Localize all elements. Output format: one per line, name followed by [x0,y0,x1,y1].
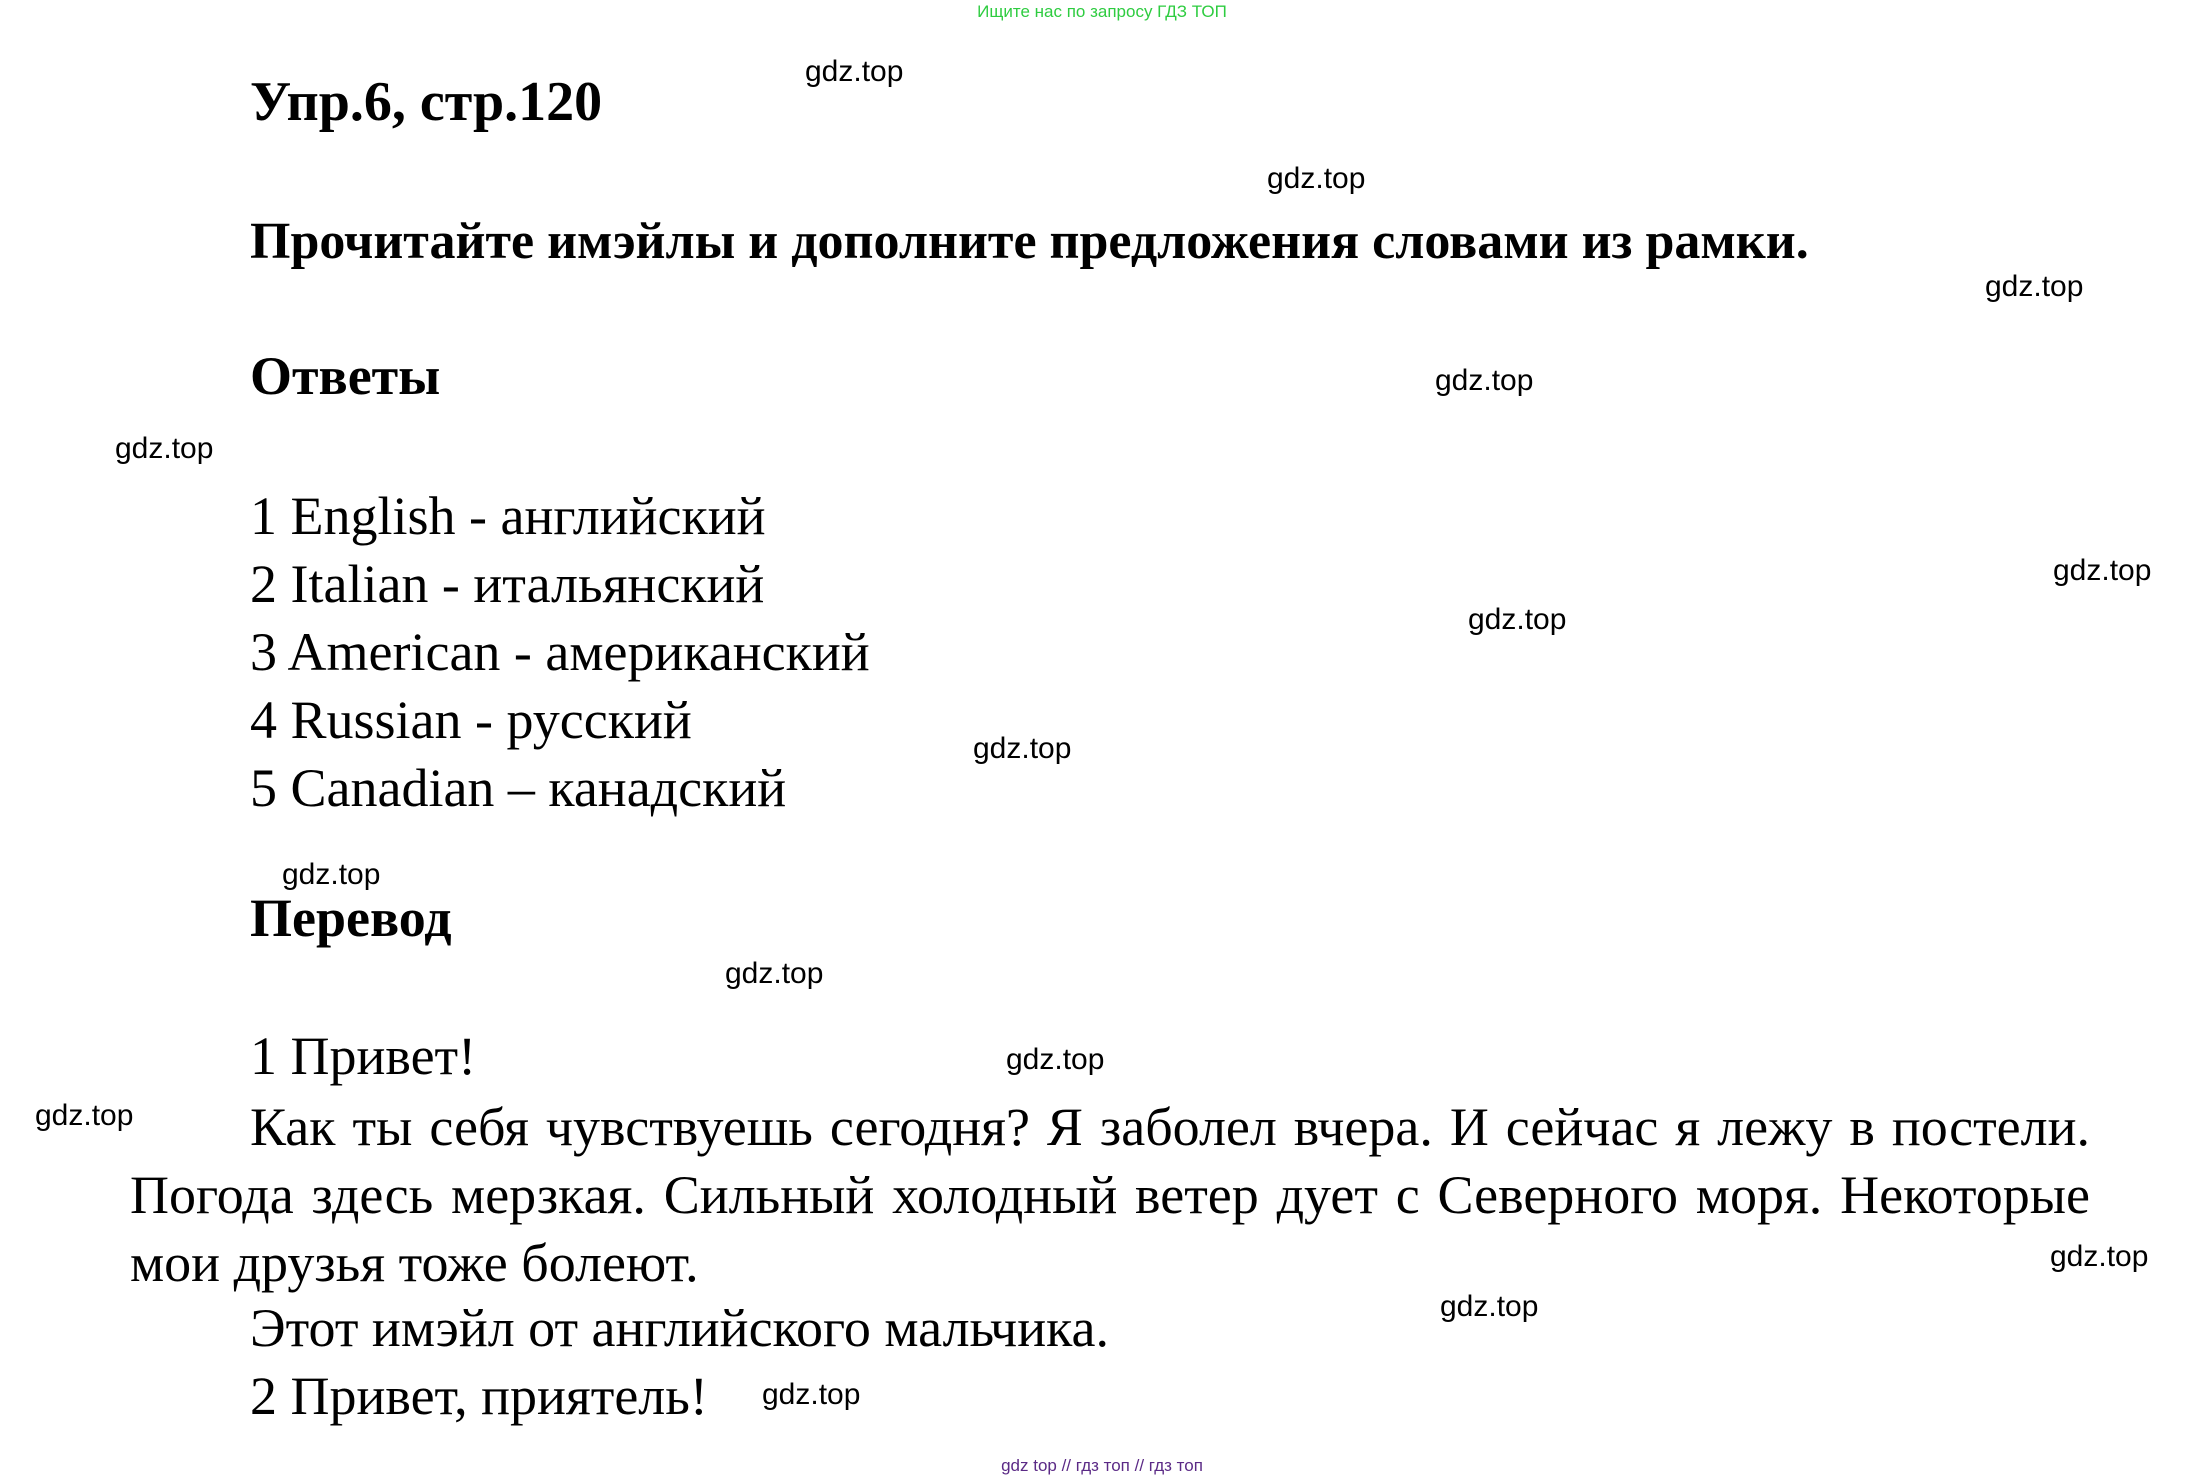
search-hint-link[interactable]: Ищите нас по запросу ГДЗ ТОП [977,2,1227,21]
translation-paragraph-1: Как ты себя чувствуешь сегодня? Я заболел вчера. И сейчас я лежу в постели. Погода здесь мерзкая. Сильный холодный ветер дует с Северного моря. Некоторые мои друзья тоже болеют. [130,1097,2090,1293]
exercise-title: Упр.6, стр.120 [250,71,603,133]
footer-links[interactable]: gdz top // гдз топ // гдз топ [1001,1456,1203,1475]
watermark: gdz.top [35,1099,134,1132]
watermark: gdz.top [1006,1043,1105,1076]
answer-item: 2 Italian - итальянский [250,554,765,614]
watermark: gdz.top [725,957,824,990]
watermark: gdz.top [2053,554,2152,587]
watermark: gdz.top [762,1378,861,1411]
translation-greeting-1: 1 Привет! [250,1026,477,1086]
watermark: gdz.top [1985,270,2084,303]
watermark: gdz.top [1468,603,1567,636]
watermark: gdz.top [1440,1290,1539,1323]
watermark: gdz.top [2050,1240,2149,1273]
watermark: gdz.top [1435,364,1534,397]
answer-item: 5 Canadian – канадский [250,758,787,818]
answers-heading: Ответы [250,346,441,406]
watermark: gdz.top [1267,162,1366,195]
watermark: gdz.top [973,732,1072,765]
answer-item: 1 English - английский [250,486,766,546]
task-instruction: Прочитайте имэйлы и дополните предложения словами из рамки. [250,213,1809,270]
watermark: gdz.top [282,858,381,891]
answer-item: 4 Russian - русский [250,690,692,750]
watermark: gdz.top [115,432,214,465]
translation-heading: Перевод [250,888,452,948]
answers-list [250,482,870,822]
translation-note-1: Этот имэйл от английского мальчика. [250,1298,1109,1358]
watermark: gdz.top [805,55,904,88]
translation-greeting-2: 2 Привет, приятель! [250,1366,708,1426]
answer-item: 3 American - американский [250,622,870,682]
